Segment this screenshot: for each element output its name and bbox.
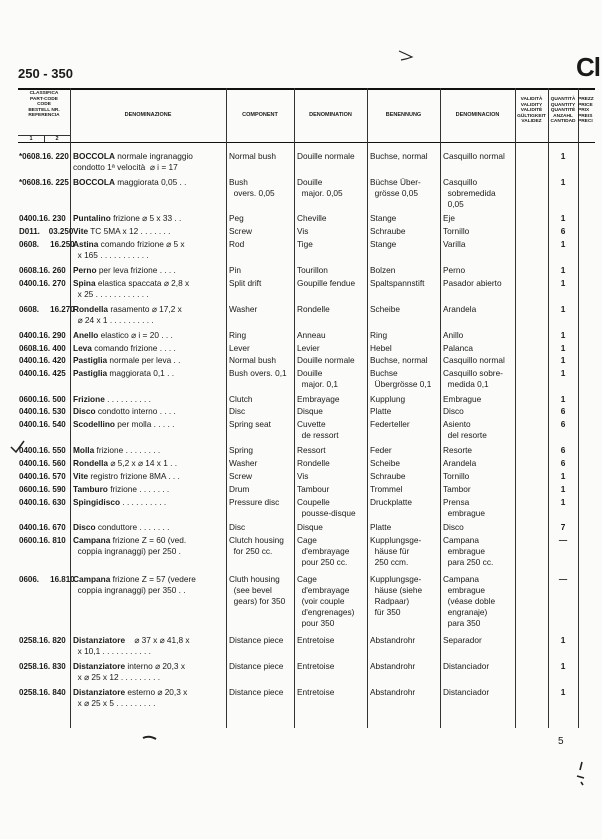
cell-es: Varilla bbox=[443, 239, 466, 249]
column-header-denominacion: DENOMINACION bbox=[455, 112, 500, 118]
cell-it: Campana frizione Z = 60 (ved. coppia ingranaggi) per 250 . bbox=[73, 535, 187, 556]
cell-es: Tambor bbox=[443, 484, 471, 494]
ink-blot-mark bbox=[142, 734, 158, 742]
cell-de: Scheibe bbox=[370, 458, 400, 468]
cell-qty: 1 bbox=[560, 497, 566, 507]
cell-code: 0600.16. 810 bbox=[19, 536, 66, 545]
cell-qty: 6 bbox=[560, 445, 566, 455]
cell-code: 0400.16. 420 bbox=[19, 356, 66, 365]
cell-qty: 7 bbox=[560, 522, 566, 532]
cell-qty: 1 bbox=[560, 304, 566, 314]
cell-en: Spring bbox=[229, 445, 253, 455]
cell-it: Disco condotto interno . . . . bbox=[73, 406, 176, 416]
cell-de: Druckplatte bbox=[370, 497, 412, 507]
cell-en: Screw bbox=[229, 471, 253, 481]
cell-en: Bush overs. 0,05 bbox=[229, 177, 275, 198]
cell-de: Feder bbox=[370, 445, 392, 455]
cell-de: Kupplungsge- häuse (siehe Radpaar) für 350 bbox=[370, 574, 423, 617]
cell-it: BOCCOLA normale ingranaggio condotto 1ª velocità ⌀ i = 17 bbox=[73, 151, 193, 172]
cell-es: Casquillo sobremedida 0,05 bbox=[443, 177, 496, 209]
cell-fr: Cuvette de ressort bbox=[297, 419, 339, 440]
cell-de: Stange bbox=[370, 239, 397, 249]
cell-en: Clutch bbox=[229, 394, 253, 404]
cell-fr: Anneau bbox=[297, 330, 326, 340]
cell-en: Rod bbox=[229, 239, 245, 249]
cell-qty: — bbox=[558, 535, 568, 545]
column-header-quantity: QUANTITÀ QUANTITY QUANTITÉ ANZAHL CANTIDAD bbox=[550, 97, 576, 125]
cell-code: *0608.16. 225 bbox=[19, 178, 69, 187]
cell-de: Kupplungsge- häuse für 250 ccm. bbox=[370, 535, 422, 567]
cell-es: Distanciador bbox=[443, 661, 490, 671]
cell-it: BOCCOLA maggiorata 0,05 . . bbox=[73, 177, 187, 187]
column-header-code-sub1: 1 bbox=[29, 135, 33, 142]
cell-code: 0608.16. 400 bbox=[19, 344, 66, 353]
cell-it: Astina comando frizione ⌀ 5 x x 165 . . . . . . . . . . . bbox=[73, 239, 185, 260]
cell-code: 0608.16. 260 bbox=[19, 266, 66, 275]
cell-qty: 1 bbox=[560, 687, 566, 697]
cell-de: Scheibe bbox=[370, 304, 400, 314]
cell-it: Frizione . . . . . . . . . . bbox=[73, 394, 151, 404]
cell-de: Ring bbox=[370, 330, 388, 340]
cell-es: Distanciador bbox=[443, 687, 490, 697]
cell-it: Pastiglia normale per leva . . bbox=[73, 355, 181, 365]
cell-qty: 6 bbox=[560, 458, 566, 468]
cell-fr: Douille normale bbox=[297, 355, 355, 365]
cell-es: Embrague bbox=[443, 394, 482, 404]
cell-code: 0400.16. 570 bbox=[19, 472, 66, 481]
cell-code: 0600.16. 500 bbox=[19, 395, 66, 404]
cell-fr: Goupille fendue bbox=[297, 278, 356, 288]
cell-fr: Vis bbox=[297, 471, 309, 481]
cell-es: Campana embrague (véase doble engranaje) para 350 bbox=[443, 574, 496, 628]
cell-qty: 1 bbox=[560, 471, 566, 481]
column-header-validity: VALIDITÀ VALIDITY VALIDITÉ GÜLTIGKEIT VALIDEZ bbox=[517, 97, 546, 125]
cell-code: 0608. 16.270 bbox=[19, 305, 75, 314]
cell-it: Perno per leva frizione . . . . bbox=[73, 265, 176, 275]
cell-fr: Rondelle bbox=[297, 458, 330, 468]
cell-es: Campana embrague para 250 cc. bbox=[443, 535, 494, 567]
cell-qty: 1 bbox=[560, 355, 566, 365]
cell-fr: Cage d'embrayage pour 250 cc. bbox=[297, 535, 350, 567]
cell-fr: Entretoise bbox=[297, 661, 335, 671]
cell-it: Distanziatore ⌀ 37 x ⌀ 41,8 x x 10,1 . . . . . . . . . . . bbox=[73, 635, 190, 656]
cell-it: Vite registro frizione 8MA . . . bbox=[73, 471, 180, 481]
cell-it: Tamburo frizione . . . . . . . bbox=[73, 484, 170, 494]
cell-code: 0400.16. 550 bbox=[19, 446, 66, 455]
cell-qty: 1 bbox=[560, 343, 566, 353]
cell-fr: Douille major. 0,1 bbox=[297, 368, 339, 389]
cell-code: 0258.16. 840 bbox=[19, 688, 66, 697]
column-header-code: CLASSIFICA PART-CODE CODE BESTELL NR. REFERENCIA bbox=[28, 91, 60, 119]
cell-es: Asiento del resorte bbox=[443, 419, 487, 440]
cell-qty: 1 bbox=[560, 635, 566, 645]
cell-code: 0400.16. 530 bbox=[19, 407, 66, 416]
column-header-code-sub2: 2 bbox=[55, 135, 59, 142]
cell-en: Distance piece bbox=[229, 687, 284, 697]
cell-de: Buchse, normal bbox=[370, 355, 428, 365]
cell-code: 0608. 16.250 bbox=[19, 240, 75, 249]
cell-fr: Cage d'embrayage (voir couple d'engrenages) pour 350 bbox=[297, 574, 355, 628]
cell-code: 0400.16. 270 bbox=[19, 279, 66, 288]
cell-es: Eje bbox=[443, 213, 455, 223]
cell-code: 0400.16. 290 bbox=[19, 331, 66, 340]
cell-qty: 1 bbox=[560, 265, 566, 275]
cell-es: Palanca bbox=[443, 343, 473, 353]
cell-de: Platte bbox=[370, 522, 392, 532]
cell-fr: Tambour bbox=[297, 484, 330, 494]
cell-de: Kupplung bbox=[370, 394, 406, 404]
cell-en: Disc bbox=[229, 406, 246, 416]
cell-qty: 1 bbox=[560, 394, 566, 404]
cell-it: Anello elastico ⌀ i = 20 . . . bbox=[73, 330, 173, 340]
pen-stroke-mark bbox=[396, 48, 418, 62]
cell-de: Schraube bbox=[370, 226, 406, 236]
cell-fr: Tourillon bbox=[297, 265, 328, 275]
cell-de: Hebel bbox=[370, 343, 392, 353]
cell-qty: 1 bbox=[560, 239, 566, 249]
column-header-benennung: BENENNUNG bbox=[385, 112, 422, 118]
cell-it: Spina elastica spaccata ⌀ 2,8 x x 25 . . . . . . . . . . . . bbox=[73, 278, 190, 299]
cell-es: Pasador abierto bbox=[443, 278, 502, 288]
cell-it: Vite TC 5MA x 12 . . . . . . . bbox=[73, 226, 171, 236]
cell-en: Bush overs. 0,1 bbox=[229, 368, 287, 378]
cell-it: Pastiglia maggiorata 0,1 . . bbox=[73, 368, 174, 378]
cell-en: Screw bbox=[229, 226, 253, 236]
cell-qty: 1 bbox=[560, 661, 566, 671]
cell-fr: Embrayage bbox=[297, 394, 340, 404]
cell-de: Abstandrohr bbox=[370, 687, 416, 697]
cell-de: Büchse Über- grösse 0,05 bbox=[370, 177, 421, 198]
ink-blot-mark-right bbox=[574, 760, 590, 786]
cell-es: Arandela bbox=[443, 304, 477, 314]
cell-qty: 1 bbox=[560, 278, 566, 288]
cell-es: Perno bbox=[443, 265, 466, 275]
cell-fr: Levier bbox=[297, 343, 320, 353]
cell-es: Tornillo bbox=[443, 471, 470, 481]
cell-es: Prensa embrague bbox=[443, 497, 485, 518]
cell-de: Federteller bbox=[370, 419, 410, 429]
cell-de: Bolzen bbox=[370, 265, 396, 275]
cell-qty: 1 bbox=[560, 151, 566, 161]
cell-qty: 6 bbox=[560, 226, 566, 236]
cell-fr: Ressort bbox=[297, 445, 326, 455]
cell-it: Leva comando frizione . . . . bbox=[73, 343, 176, 353]
cell-qty: — bbox=[558, 574, 568, 584]
column-header-component: COMPONENT bbox=[242, 112, 278, 118]
cell-it: Disco conduttore . . . . . . . bbox=[73, 522, 170, 532]
cell-it: Campana frizione Z = 57 (vedere coppia ingranaggi) per 350 . . bbox=[73, 574, 196, 595]
cell-es: Tornillo bbox=[443, 226, 470, 236]
cell-es: Casquillo sobre- medida 0,1 bbox=[443, 368, 503, 389]
cell-code: D011. 03.250 bbox=[19, 227, 74, 236]
cell-code: 0400.16. 425 bbox=[19, 369, 66, 378]
cell-en: Normal bush bbox=[229, 151, 277, 161]
cell-en: Washer bbox=[229, 458, 258, 468]
cell-code: 0600.16. 590 bbox=[19, 485, 66, 494]
cell-fr: Tige bbox=[297, 239, 313, 249]
cell-fr: Coupelle pousse-disque bbox=[297, 497, 356, 518]
cell-en: Lever bbox=[229, 343, 250, 353]
cell-en: Split drift bbox=[229, 278, 262, 288]
cell-en: Pin bbox=[229, 265, 241, 275]
cell-de: Trommel bbox=[370, 484, 403, 494]
cell-de: Spaltspannstift bbox=[370, 278, 425, 288]
cell-code: 0400.16. 540 bbox=[19, 420, 66, 429]
cell-fr: Entretoise bbox=[297, 635, 335, 645]
cell-it: Scodellino per molla . . . . . bbox=[73, 419, 175, 429]
page-title: 250 - 350 bbox=[18, 66, 73, 81]
cell-fr: Douille normale bbox=[297, 151, 355, 161]
cell-code: *0608.16. 220 bbox=[19, 152, 69, 161]
cell-es: Separador bbox=[443, 635, 482, 645]
cell-it: Spingidisco . . . . . . . . . . bbox=[73, 497, 167, 507]
cell-code: 0258.16. 830 bbox=[19, 662, 66, 671]
cell-qty: 1 bbox=[560, 177, 566, 187]
section-title-fragment: Cl bbox=[576, 52, 600, 82]
cell-fr: Rondelle bbox=[297, 304, 330, 314]
cell-es: Arandela bbox=[443, 458, 477, 468]
cell-qty: 1 bbox=[560, 368, 566, 378]
cell-it: Molla frizione . . . . . . . . bbox=[73, 445, 161, 455]
cell-code: 0400.16. 670 bbox=[19, 523, 66, 532]
cell-it: Distanziatore interno ⌀ 20,3 x x ⌀ 25 x 12 . . . . . . . . . bbox=[73, 661, 185, 682]
cell-es: Disco bbox=[443, 406, 464, 416]
cell-code: 0400.16. 630 bbox=[19, 498, 66, 507]
cell-en: Ring bbox=[229, 330, 247, 340]
cell-qty: 6 bbox=[560, 406, 566, 416]
cell-qty: 6 bbox=[560, 419, 566, 429]
cell-es: Anillo bbox=[443, 330, 464, 340]
cell-en: Distance piece bbox=[229, 661, 284, 671]
cell-en: Normal bush bbox=[229, 355, 277, 365]
cell-de: Schraube bbox=[370, 471, 406, 481]
cell-it: Distanziatore esterno ⌀ 20,3 x x ⌀ 25 x 5 . . . . . . . . . bbox=[73, 687, 188, 708]
cell-es: Casquillo normal bbox=[443, 355, 505, 365]
cell-code: 0400.16. 230 bbox=[19, 214, 66, 223]
cell-en: Peg bbox=[229, 213, 244, 223]
cell-fr: Vis bbox=[297, 226, 309, 236]
column-header-denominazione: DENOMINAZIONE bbox=[124, 112, 172, 118]
cell-it: Rondella rasamento ⌀ 17,2 x ⌀ 24 x 1 . . . . . . . . . . bbox=[73, 304, 182, 325]
cell-en: Pressure disc bbox=[229, 497, 280, 507]
cell-fr: Douille major. 0,05 bbox=[297, 177, 343, 198]
cell-de: Platte bbox=[370, 406, 392, 416]
column-header-price: PREZZ PRICE PRIX PREIS PRECI bbox=[578, 97, 594, 125]
cell-en: Cluth housing (see bevel gears) for 350 bbox=[229, 574, 286, 606]
cell-fr: Entretoise bbox=[297, 687, 335, 697]
cell-qty: 1 bbox=[560, 484, 566, 494]
cell-it: Puntalino frizione ⌀ 5 x 33 . . bbox=[73, 213, 182, 223]
cell-en: Washer bbox=[229, 304, 258, 314]
cell-code: 0400.16. 560 bbox=[19, 459, 66, 468]
cell-en: Disc bbox=[229, 522, 246, 532]
cell-en: Spring seat bbox=[229, 419, 271, 429]
cell-de: Stange bbox=[370, 213, 397, 223]
cell-de: Abstandrohr bbox=[370, 661, 416, 671]
cell-code: 0258.16. 820 bbox=[19, 636, 66, 645]
cell-de: Buchse Übergrösse 0,1 bbox=[370, 368, 432, 389]
cell-fr: Disque bbox=[297, 522, 323, 532]
cell-fr: Cheville bbox=[297, 213, 327, 223]
cell-fr: Disque bbox=[297, 406, 323, 416]
cell-en: Clutch housing for 250 cc. bbox=[229, 535, 284, 556]
column-header-denomination: DENOMINATION bbox=[309, 112, 352, 118]
cell-qty: 1 bbox=[560, 330, 566, 340]
cell-qty: 1 bbox=[560, 213, 566, 223]
cell-de: Buchse, normal bbox=[370, 151, 428, 161]
cell-es: Casquillo normal bbox=[443, 151, 505, 161]
page-number: 5 bbox=[558, 736, 564, 747]
cell-es: Disco bbox=[443, 522, 464, 532]
cell-de: Abstandrohr bbox=[370, 635, 416, 645]
cell-en: Distance piece bbox=[229, 635, 284, 645]
cell-en: Drum bbox=[229, 484, 250, 494]
cell-es: Resorte bbox=[443, 445, 473, 455]
cell-it: Rondella ⌀ 5,2 x ⌀ 14 x 1 . . bbox=[73, 458, 178, 468]
cell-code: 0606. 16.810 bbox=[19, 575, 75, 584]
